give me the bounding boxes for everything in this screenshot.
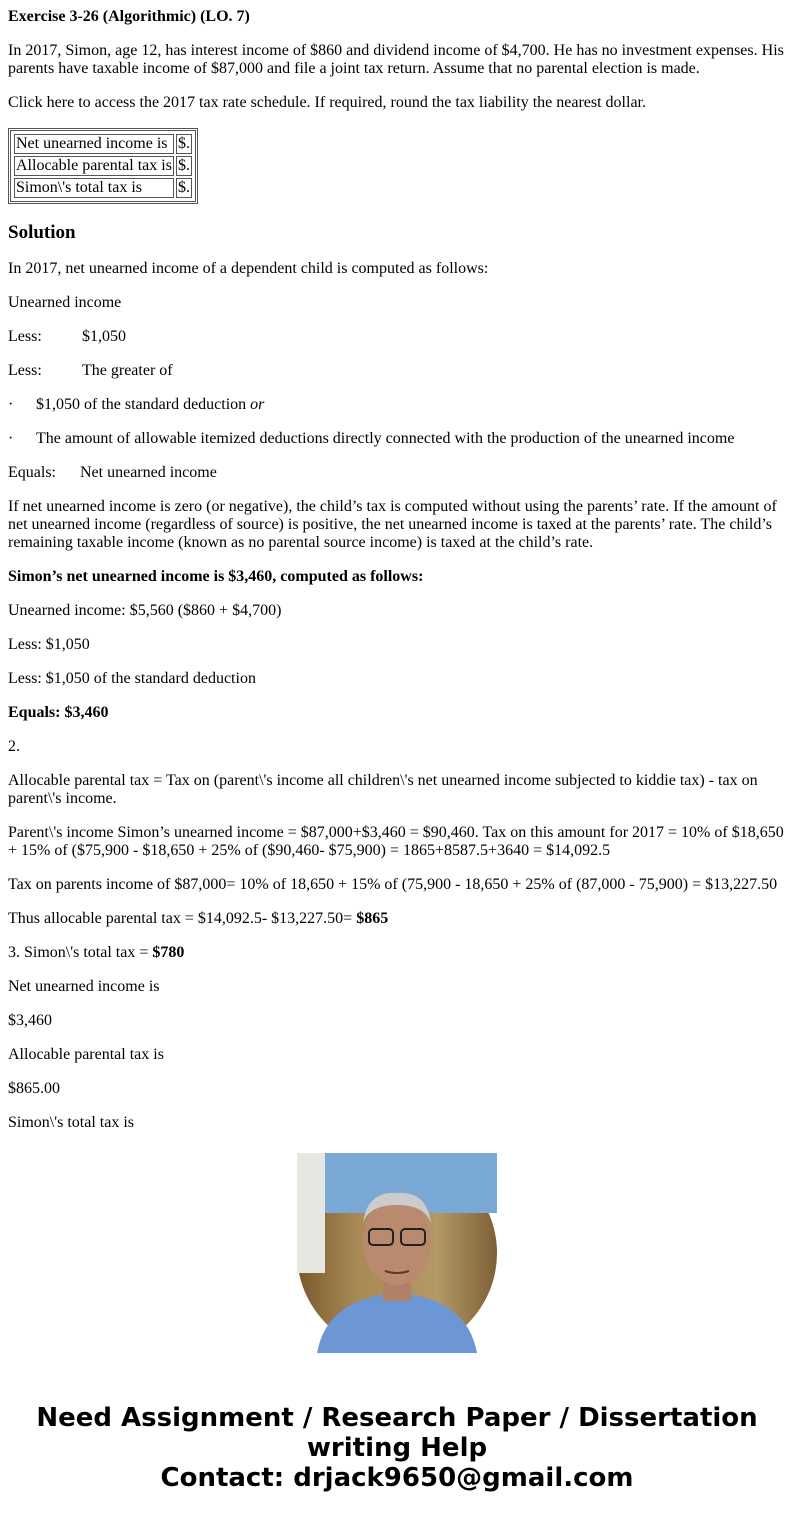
text: Thus allocable parental tax = $14,092.5- $13,227.50=: [8, 910, 357, 927]
text: Net unearned income is: [8, 978, 160, 995]
answer-table: [8, 128, 198, 204]
answer-field[interactable]: $.: [177, 135, 190, 152]
text: Less: $1,050: [8, 636, 90, 653]
value: The greater of: [82, 362, 173, 379]
exercise-title: Exercise 3-26 (Algorithmic) (LO. 7): [8, 8, 250, 25]
bullet-icon: ·: [8, 396, 14, 413]
text: Allocable parental tax is: [8, 1046, 164, 1063]
label: Equals:: [8, 464, 56, 481]
row-label: Simon\'s total tax is: [14, 178, 174, 198]
banner-line: writing Help: [306, 1433, 488, 1463]
text: $3,460: [8, 1012, 52, 1029]
value: $865: [356, 910, 389, 927]
bullet-item: [8, 396, 786, 414]
answer-field[interactable]: $.: [177, 179, 190, 196]
text: Unearned income: $5,560 ($860 + $4,700): [8, 602, 282, 619]
text: [8, 362, 786, 380]
table-row: [14, 134, 192, 154]
person-avatar-icon: [297, 1153, 497, 1353]
text: Less: $1,050 of the standard deduction: [8, 670, 256, 687]
text: [8, 328, 786, 346]
text: $1,050 of the standard deduction: [36, 396, 251, 413]
author-photo: [297, 1153, 497, 1353]
row-label: Net unearned income is: [14, 134, 174, 154]
value: Net unearned income: [80, 464, 217, 481]
text: If net unearned income is zero (or negative), the child’s tax is computed without using the parents’ rate. If the amount of net unearned income (regardless of source) is positive, the net unearned income is taxed at the parents’ rate. The child’s remaining taxable income (known as no parental source income) is taxed at the child’s rate.: [8, 498, 777, 551]
text: In 2017, net unearned income of a dependent child is computed as follows:: [8, 260, 489, 277]
text: [8, 464, 786, 482]
text: Parent\'s income Simon’s unearned income = $87,000+$3,460 = $90,460. Tax on this amount for 2017 = 10% of $18,650 + 15% of ($75,900 - $18,650 + 25% of ($90,460- $75,900) = 1865+8587.5+3640 = $14,092.5: [8, 824, 784, 859]
problem-text: In 2017, Simon, age 12, has interest income of $860 and dividend income of $4,700. He has no investment expenses. His parents have taxable income of $87,000 and file a joint tax return. Assume that no parental election is made.: [8, 42, 784, 77]
text: [8, 910, 786, 928]
value: $780: [152, 944, 185, 961]
text: Equals: $3,460: [8, 704, 109, 721]
answer-field[interactable]: $.: [177, 157, 190, 174]
text: Unearned income: [8, 294, 122, 311]
text: or: [250, 396, 265, 413]
bullet-item: [8, 430, 786, 448]
text: 2.: [8, 738, 20, 755]
text: Simon\'s total tax is: [8, 1114, 134, 1131]
label: Less:: [8, 328, 42, 345]
text: $865.00: [8, 1080, 60, 1097]
text: Allocable parental tax = Tax on (parent\'s income all children\'s net unearned income subjected to kiddie tax) - tax on parent\'s income.: [8, 772, 758, 807]
bullet-icon: ·: [8, 430, 14, 447]
solution-heading: Solution: [8, 222, 76, 243]
text: Tax on parents income of $87,000= 10% of 18,650 + 15% of (75,900 - 18,650 + 25% of (87,000 - 75,900) = $13,227.50: [8, 876, 778, 893]
text: 3. Simon\'s total tax =: [8, 944, 153, 961]
text: [8, 944, 786, 962]
table-row: [14, 156, 192, 176]
contact-banner: [0, 1403, 794, 1493]
instruction-text: Click here to access the 2017 tax rate schedule. If required, round the tax liability the nearest dollar.: [8, 94, 646, 111]
contact-email: Contact: drjack9650@gmail.com: [160, 1463, 634, 1493]
text: Simon’s net unearned income is $3,460, computed as follows:: [8, 568, 424, 585]
banner-line: Need Assignment / Research Paper / Dissertation: [36, 1403, 758, 1433]
table-row: [14, 178, 192, 198]
text: The amount of allowable itemized deductions directly connected with the production of the unearned income: [36, 430, 735, 447]
label: Less:: [8, 362, 42, 379]
row-label: Allocable parental tax is: [16, 157, 172, 174]
value: $1,050: [82, 328, 126, 345]
document-content: [8, 0, 786, 1131]
